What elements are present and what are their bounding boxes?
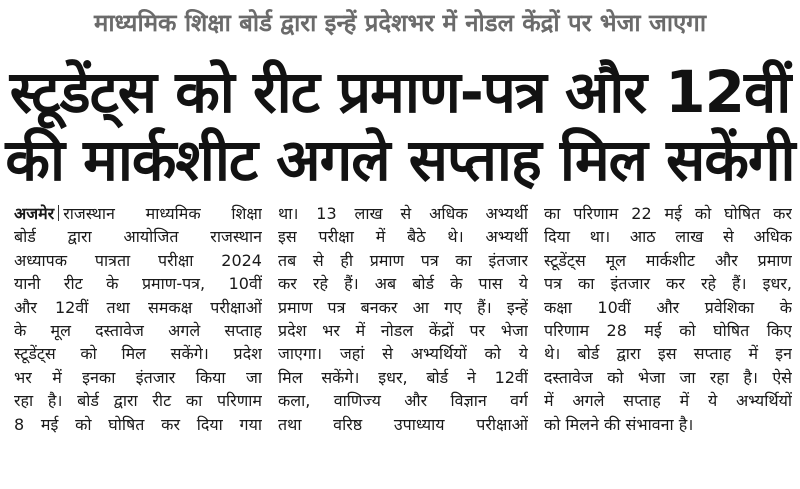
article-line: परिणाम 28 मई को घोषित किए <box>544 320 792 340</box>
article-line: कक्षा 10वीं और प्रवेशिका के <box>544 297 792 317</box>
article-line: में अगले सप्ताह में ये अभ्यर्थियों <box>544 391 792 411</box>
article-line: रहा है। बोर्ड द्वारा रीट का परिणाम <box>14 391 262 411</box>
article-line: तब से ही प्रमाण पत्र का इंतजार <box>278 250 528 270</box>
article-line: इस परीक्षा में बैठे थे। अभ्यर्थी <box>278 227 528 247</box>
article-line: थे। बोर्ड द्वारा इस सप्ताह में इन <box>544 344 792 364</box>
article-line: था। 13 लाख से अधिक अभ्यर्थी <box>278 204 528 223</box>
article-line: अध्यापक पात्रता परीक्षा 2024 <box>14 250 262 270</box>
article-line: तथा वरिष्ठ उपाध्याय परीक्षाओं <box>278 414 528 434</box>
article-line: मिल सकेंगे। इधर, बोर्ड ने 12वीं <box>278 367 528 387</box>
article-line: दस्तावेज को भेजा जा रहा है। ऐसे <box>544 367 792 387</box>
article-line: जाएगा। जहां से अभ्यर्थियों को ये <box>278 344 528 364</box>
article-body <box>14 202 794 482</box>
article-line: पत्र का इंतजार कर रहे हैं। इधर, <box>544 274 792 294</box>
headline-line-2: की मार्कशीट अगले सप्ताह मिल सकेंगी <box>5 126 795 194</box>
article-line: बोर्ड द्वारा आयोजित राजस्थान <box>14 227 262 247</box>
article-line: दिया था। आठ लाख से अधिक <box>544 227 792 247</box>
article-column-1 <box>14 202 262 482</box>
article-line: को मिलने की संभावना है। <box>544 414 694 434</box>
kicker-subheadline: माध्यमिक शिक्षा बोर्ड द्वारा इन्हें प्रदेशभर में नोडल केंद्रों पर भेजा जाएगा <box>93 9 707 37</box>
article-line-text: राजस्थान माध्यमिक शिक्षा <box>63 204 262 223</box>
headline-line-1: स्टूडेंट्स को रीट प्रमाण-पत्र और 12वीं <box>9 58 791 126</box>
article-line: स्टूडेंट्स को मिल सकेंगे। प्रदेश <box>14 344 262 364</box>
article-line: कला, वाणिज्य और विज्ञान वर्ग <box>278 391 528 411</box>
article-line: स्टूडेंट्स मूल मार्कशीट और प्रमाण <box>544 250 792 270</box>
article-line: का परिणाम 22 मई को घोषित कर <box>544 204 792 223</box>
article-line: 8 मई को घोषित कर दिया गया <box>14 414 262 434</box>
article-line: प्रदेश भर में नोडल केंद्रों पर भेजा <box>278 320 528 340</box>
article-line: प्रमाण पत्र बनकर आ गए हैं। इन्हें <box>278 297 528 317</box>
article-column-2 <box>278 202 528 482</box>
article-line: के मूल दस्तावेज अगले सप्ताह <box>14 320 262 340</box>
article-line: भर में इनका इंतजार किया जा <box>14 367 262 387</box>
article-column-3 <box>544 202 792 482</box>
dateline: अजमेर <box>14 204 55 223</box>
article-line: कर रहे हैं। अब बोर्ड के पास ये <box>278 274 528 294</box>
article-line: यानी रीट के प्रमाण-पत्र, 10वीं <box>14 274 262 294</box>
dateline-separator <box>58 205 59 221</box>
article-line: और 12वीं तथा समकक्ष परीक्षाओं <box>14 297 262 317</box>
article-line <box>14 202 262 225</box>
